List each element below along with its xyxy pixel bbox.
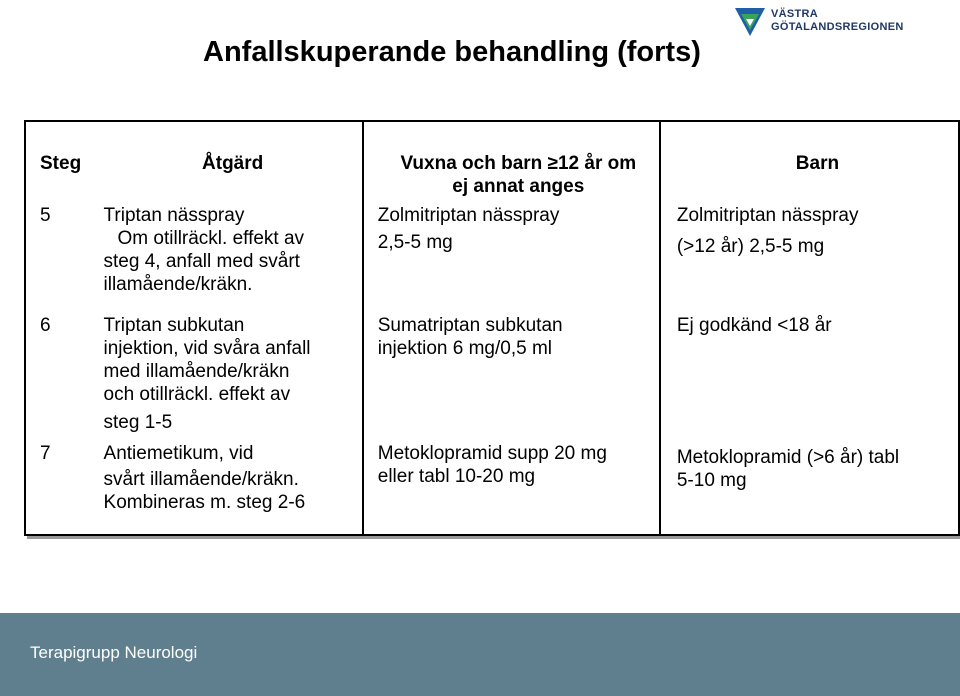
logo-line2: GÖTALANDSREGIONEN [771,21,904,33]
row7-atgard-line: Kombineras m. steg 2-6 [103,492,306,513]
row5-barn-line: Zolmitriptan nässpray [676,205,859,226]
row7-vuxna-line: eller tabl 10-20 mg [377,466,536,487]
row6-steg: 6 [40,315,51,336]
row6-barn-line: Ej godkänd <18 år [676,315,832,336]
row5-vuxna-line: Zolmitriptan nässpray [377,205,560,226]
row7-vuxna-line: Metoklopramid supp 20 mg [377,443,607,464]
row7-atgard-line: svårt illamående/kräkn. [103,469,299,490]
row7-atgard [98,442,363,535]
row5-steg: 5 [40,205,51,226]
row5-atgard-line: steg 4, anfall med svårt [103,251,300,272]
logo-line1: VÄSTRA [771,8,819,20]
row7-barn-line: Metoklopramid (>6 år) tabl [676,447,900,468]
row5-vuxna-line: 2,5-5 mg [377,232,453,253]
row5-atgard-line: illamående/kräkn. [103,274,253,295]
table-header-row [25,121,959,204]
header-vuxna-line1: Vuxna och barn ≥12 år om [400,153,637,174]
treatment-table [24,120,960,536]
row6-atgard-line: Triptan subkutan [103,315,245,336]
row7-steg: 7 [40,443,51,464]
header-vuxna-line2: ej annat anges [452,176,585,197]
table-row [25,314,959,442]
header-atgard: Åtgärd [202,153,264,174]
row5-vuxna [363,204,660,314]
row6-vuxna-line: injektion 6 mg/0,5 ml [377,338,552,359]
vgr-logo [733,5,913,45]
footer-text: Terapigrupp Neurologi [30,643,198,662]
row6-atgard [98,314,363,442]
page-title: Anfallskuperande behandling (forts) [203,36,701,68]
footer-bar [0,613,960,696]
row5-barn-line: (>12 år) 2,5-5 mg [676,236,825,257]
table-row [25,204,959,314]
header-vuxna [363,121,660,204]
header-barn: Barn [660,121,959,204]
vgr-logo-mark-icon [733,5,767,39]
row6-vuxna-line: Sumatriptan subkutan [377,315,563,336]
row6-atgard-line: med illamående/kräkn [103,361,290,382]
row5-atgard-line: Om otillräckl. effekt av [117,228,305,249]
row5-barn [660,204,959,314]
row6-vuxna [363,314,660,442]
row7-barn-line: 5-10 mg [676,470,747,491]
row5-atgard [98,204,363,314]
header-steg: Steg [40,153,82,174]
row7-atgard-line: Antiemetikum, vid [103,443,254,464]
row6-atgard-line: injektion, vid svåra anfall [103,338,311,359]
row7-vuxna [363,442,660,535]
row6-barn [660,314,959,442]
row6-atgard-line: steg 1-5 [103,412,173,433]
row5-atgard-line: Triptan nässpray [103,205,245,226]
row6-atgard-line: och otillräckl. effekt av [103,384,291,405]
row7-barn [660,442,959,535]
table-row [25,442,959,535]
